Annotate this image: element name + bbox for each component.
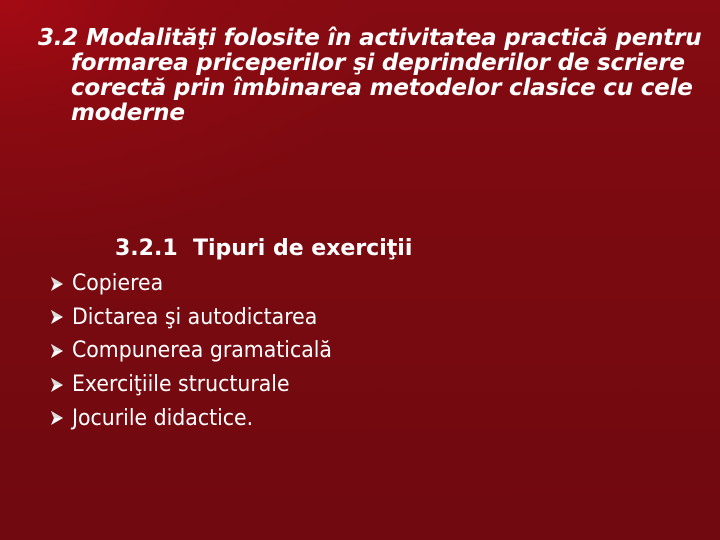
list-item-text: Copierea xyxy=(72,271,164,297)
arrow-bullet-icon xyxy=(51,277,63,291)
arrow-bullet-icon xyxy=(51,378,63,392)
arrow-bullet-icon xyxy=(51,411,63,425)
list-item-text: Compunerea gramaticală xyxy=(72,338,332,364)
list-item-text: Jocurile didactice. xyxy=(72,405,254,431)
arrow-bullet-icon xyxy=(51,344,63,358)
slide-title: 3.2 Modalităţi folosite în activitatea practică pentru formarea priceperilor şi deprinderilor de scriere corectă prin îmbinarea metodelor clasice cu cele moderne xyxy=(38,25,702,126)
section-subheading: 3.2.1 Tipuri de exerciţii xyxy=(115,236,413,261)
list-item-text: Exerciţiile structurale xyxy=(72,372,290,398)
arrow-bullet-icon xyxy=(51,310,63,324)
list-item-text: Dictarea şi autodictarea xyxy=(72,304,318,330)
